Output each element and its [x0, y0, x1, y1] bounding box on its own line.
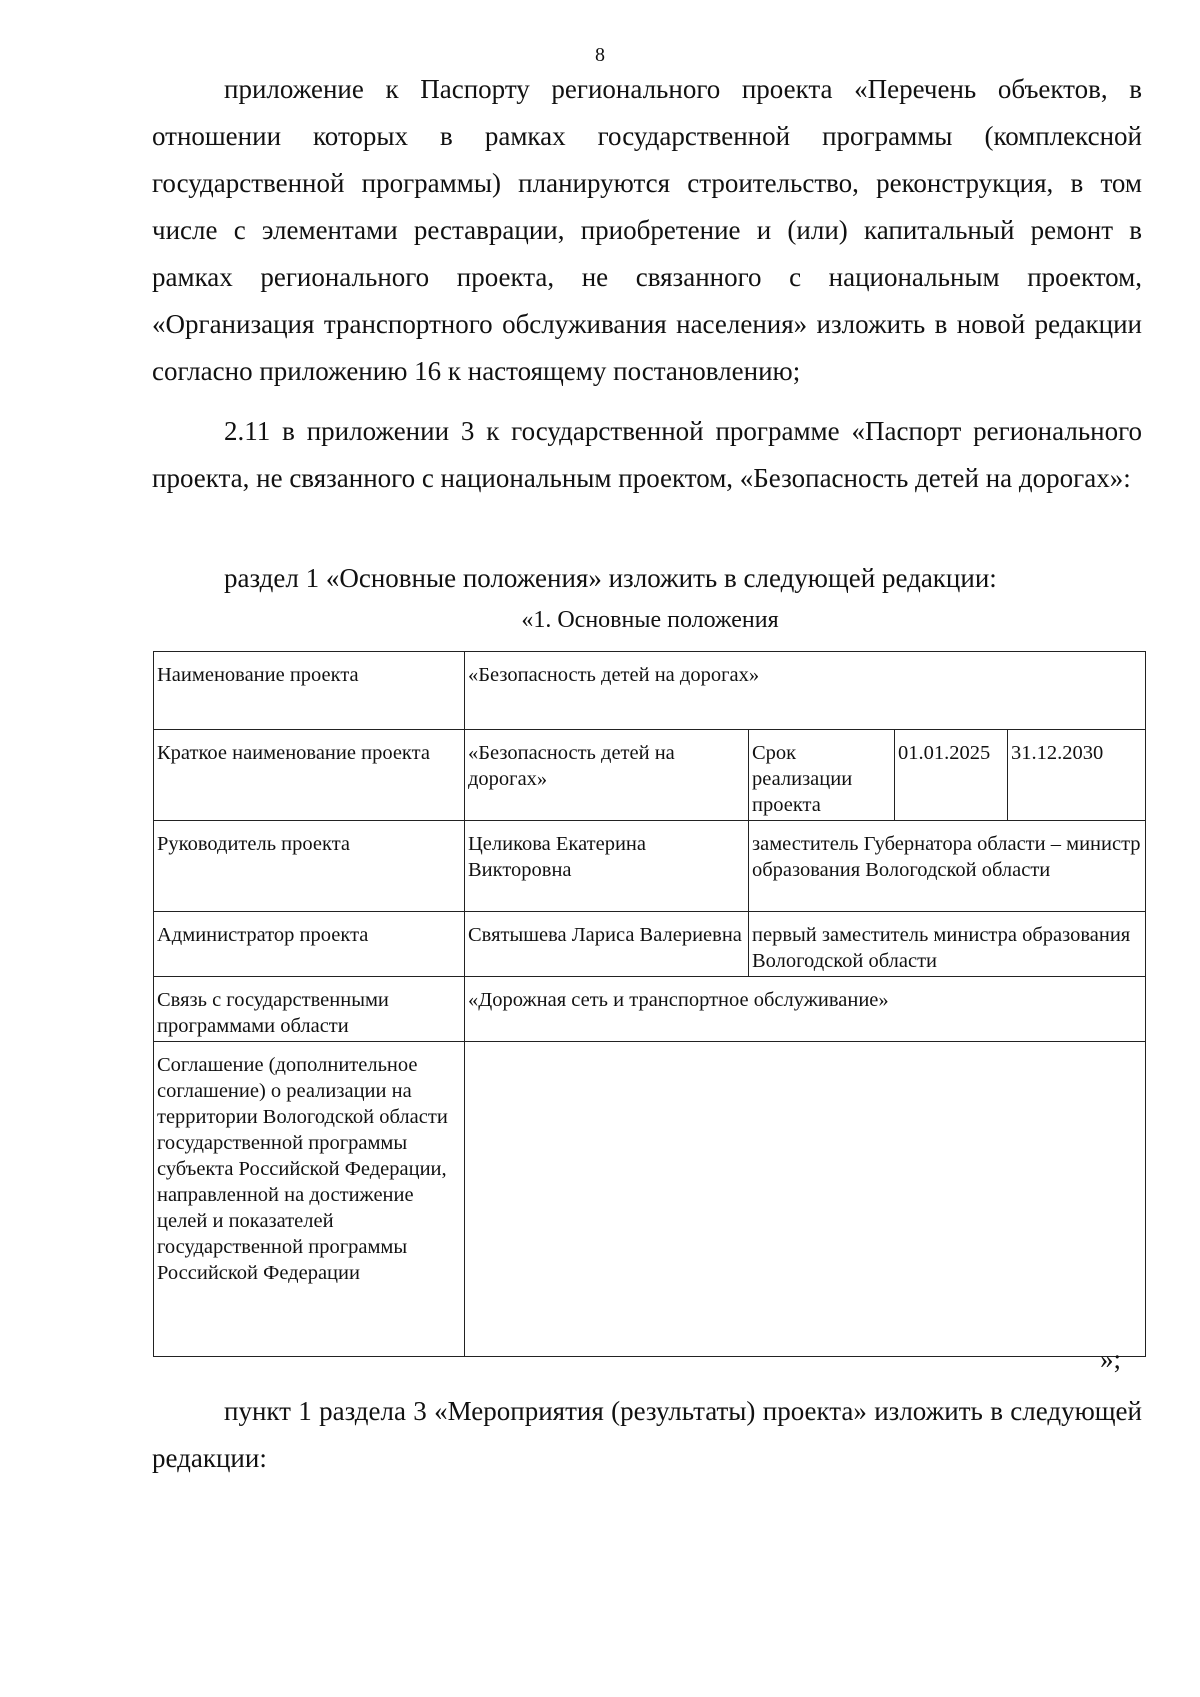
table-row [154, 912, 1146, 977]
leader-name: Целикова Екатерина Викторовна [465, 821, 749, 912]
table-row [154, 1042, 1146, 1357]
table-heading: «1. Основные положения [521, 607, 779, 633]
link-value: «Дорожная сеть и транспортное обслуживание» [465, 977, 1146, 1042]
table-row [154, 821, 1146, 912]
agreement-value [465, 1042, 1146, 1357]
table-row [154, 977, 1146, 1042]
term-start: 01.01.2025 [895, 730, 1008, 821]
short-name-label: Краткое наименование проекта [154, 730, 465, 821]
closing-quote: »; [1100, 1344, 1122, 1374]
table-row [154, 730, 1146, 821]
leader-position: заместитель Губернатора области – министр образования Вологодской области [749, 821, 1146, 912]
paragraph-section-3: пункт 1 раздела 3 «Мероприятия (результаты) проекта» изложить в следующей редакции: [152, 1396, 1142, 1473]
project-name-value: «Безопасность детей на дорогах» [465, 652, 1146, 730]
link-label: Связь с государственными программами области [154, 977, 465, 1042]
agreement-label: Соглашение (дополнительное соглашение) о реализации на территории Вологодской области государственной программы субъекта Российской Федерации, направленной на достижение целей и показателей государственной программы Российской Федерации [154, 1042, 465, 1357]
paragraph-2-11: 2.11 в приложении 3 к государственной программе «Паспорт регионального проекта, не связанного с национальным проектом, «Безопасность детей на дорогах»: [152, 416, 1142, 493]
page-number: 8 [595, 44, 605, 66]
term-end: 31.12.2030 [1008, 730, 1146, 821]
admin-label: Администратор проекта [154, 912, 465, 977]
paragraph-annex-16: приложение к Паспорту регионального проекта «Перечень объектов, в отношении которых в рамках государственной программы (комплексной государственной программы) планируются строительство, реконструкция, в том числе с элементами реставрации, приобретение и (или) капитальный ремонт в рамках регионального проекта, не связанного с национальным проектом, «Организация транспортного обслуживания населения» изложить в новой редакции согласно приложению 16 к настоящему постановлению; [152, 74, 1142, 386]
table-row [154, 652, 1146, 730]
admin-name: Святышева Лариса Валериевна [465, 912, 749, 977]
paragraph-section-1: раздел 1 «Основные положения» изложить в следующей редакции: [224, 563, 997, 593]
project-passport-table [153, 651, 1146, 1357]
term-label: Срок реализации проекта [749, 730, 895, 821]
admin-position: первый заместитель министра образования Вологодской области [749, 912, 1146, 977]
leader-label: Руководитель проекта [154, 821, 465, 912]
project-name-label: Наименование проекта [154, 652, 465, 730]
short-name-value: «Безопасность детей на дорогах» [465, 730, 749, 821]
